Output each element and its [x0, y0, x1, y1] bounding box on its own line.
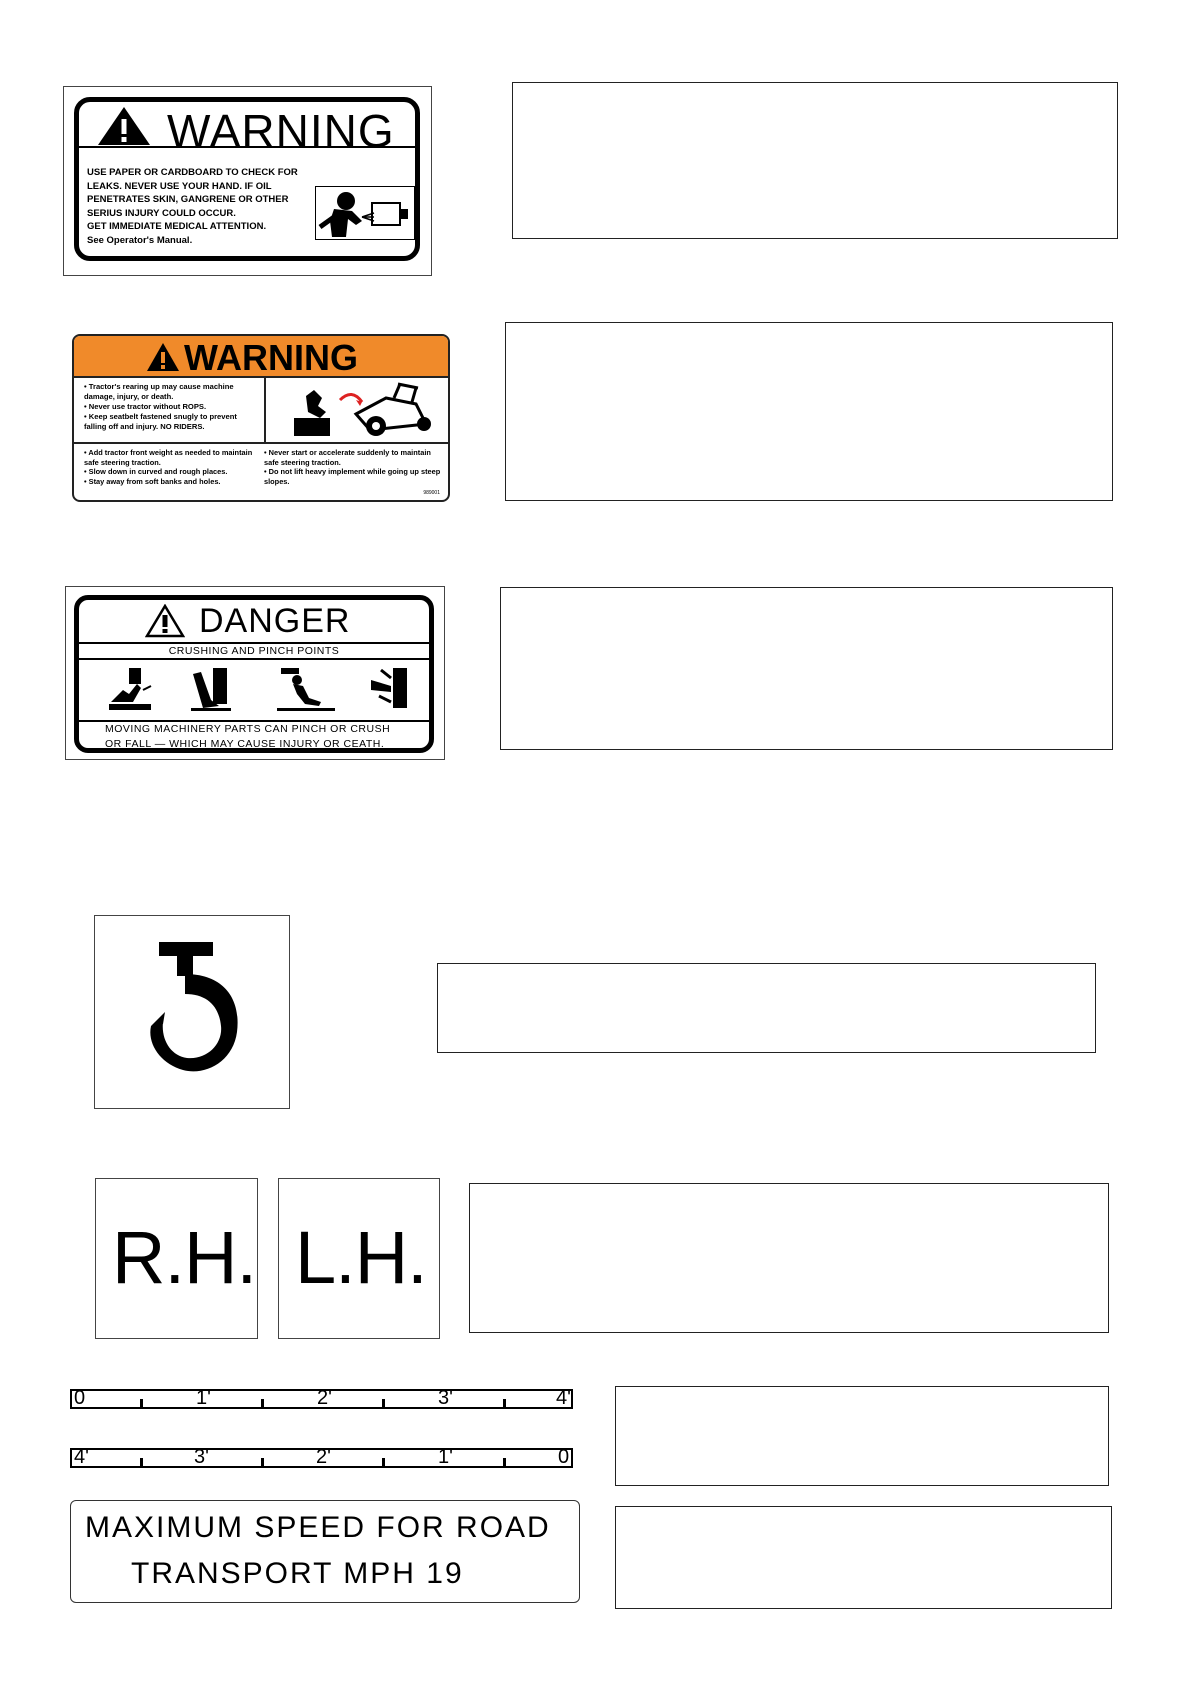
- decal-part-number: 989001: [423, 490, 440, 496]
- warning-bottom-right-bullets: [264, 448, 444, 486]
- lifting-hook-decal: [94, 915, 290, 1109]
- danger-triangle-icon: [145, 604, 185, 638]
- warning-decal-rollover: [66, 328, 458, 508]
- warning-line: PENETRATES SKIN, GANGRENE OR OTHER: [87, 194, 289, 205]
- ruler-label: 1': [438, 1446, 453, 1468]
- ruler-tick: [261, 1399, 264, 1409]
- ruler-label: 4': [74, 1446, 89, 1468]
- bullet-text: • Stay away from soft banks and holes.: [84, 476, 221, 486]
- fall-hazard-icon: [275, 666, 335, 712]
- ruler-label: 4': [556, 1387, 571, 1409]
- danger-pictograms: [79, 662, 429, 720]
- danger-footer-line: MOVING MACHINERY PARTS CAN PINCH OR CRUSH: [105, 723, 391, 735]
- right-hand-label: R.H.: [112, 1216, 256, 1299]
- hand-injection-pictogram: [315, 186, 415, 240]
- warning-line: LEAKS. NEVER USE YOUR HAND. IF OIL: [87, 180, 272, 192]
- bullet-text: • Never use tractor without ROPS.: [84, 402, 207, 411]
- ruler-label: 3': [194, 1446, 209, 1468]
- warning-header: [79, 102, 415, 157]
- warning-title: WARNING: [167, 105, 395, 157]
- description-box-2: [505, 322, 1113, 501]
- warning-triangle-icon: [97, 106, 151, 146]
- ruler-tick: [140, 1458, 143, 1468]
- ruler-label: 0: [558, 1446, 570, 1468]
- ruler-tick: [382, 1458, 385, 1468]
- bullet-text: • Tractor's rearing up may cause machine damage, injury, or death.: [84, 382, 234, 401]
- warning-decal-hydraulic: [63, 86, 432, 276]
- ruler-label: 2': [317, 1387, 332, 1409]
- ruler-label: 0: [74, 1387, 86, 1409]
- ruler-label: 1': [196, 1387, 211, 1409]
- ruler-reverse: [70, 1448, 573, 1468]
- danger-decal-crushing: [65, 586, 445, 760]
- warning-body-text: [87, 166, 313, 247]
- warning-decal-frame: [72, 334, 450, 502]
- max-speed-decal: [70, 1500, 580, 1603]
- ruler-tick: [261, 1458, 264, 1468]
- description-box-7: [615, 1506, 1112, 1609]
- danger-title: DANGER: [199, 602, 351, 640]
- warning-line: GET IMMEDIATE MEDICAL ATTENTION.: [87, 221, 267, 232]
- bullet-text: • Do not lift heavy implement while going up steep slopes.: [264, 467, 441, 486]
- warning-middle-section: [74, 378, 448, 444]
- warning-decal-frame: [74, 97, 420, 261]
- hand-injection-icon: [316, 187, 414, 239]
- danger-header: [79, 600, 429, 642]
- tractor-rollover-icon: [266, 378, 450, 440]
- warning-line: USE PAPER OR CARDBOARD TO CHECK FOR: [87, 167, 298, 178]
- warning-title: WARNING: [184, 337, 358, 378]
- ruler-label: 3': [438, 1387, 453, 1409]
- speed-line-1: MAXIMUM SPEED FOR ROAD: [85, 1511, 551, 1544]
- danger-footer-line: OR FALL — WHICH MAY CAUSE INJURY OR CEATH.: [105, 738, 385, 750]
- warning-triangle-icon: [146, 342, 180, 372]
- ruler-tick: [140, 1399, 143, 1409]
- warning-top-bullets: [84, 382, 260, 432]
- warning-bottom-left-bullets: [84, 448, 254, 486]
- description-box-3: [500, 587, 1113, 750]
- description-box-4: [437, 963, 1096, 1053]
- speed-line-2: TRANSPORT MPH 19: [131, 1557, 464, 1590]
- warning-line: SERIUS INJURY COULD OCCUR.: [87, 207, 236, 219]
- danger-subtitle: CRUSHING AND PINCH POINTS: [79, 642, 429, 660]
- tractor-rollover-pictogram: [264, 378, 450, 442]
- ruler-tick: [503, 1399, 506, 1409]
- danger-decal-frame: [74, 595, 434, 753]
- left-hand-label: L.H.: [295, 1216, 427, 1299]
- pinch-point-icon: [369, 666, 415, 712]
- description-box-1: [512, 82, 1118, 239]
- description-box-6: [615, 1386, 1109, 1486]
- danger-footer: [79, 720, 429, 756]
- hand-crush-icon: [107, 666, 153, 712]
- bullet-text: • Add tractor front weight as needed to maintain safe steering traction.: [84, 448, 253, 467]
- ruler-tick: [382, 1399, 385, 1409]
- bullet-text: • Never start or accelerate suddenly to maintain safe steering traction.: [264, 448, 431, 467]
- ruler-label: 2': [316, 1446, 331, 1468]
- bullet-text: • Keep seatbelt fastened snugly to prevent falling off and injury. NO RIDERS.: [84, 412, 237, 431]
- description-box-5: [469, 1183, 1109, 1333]
- ruler-forward: [70, 1389, 573, 1409]
- right-hand-decal: [95, 1178, 258, 1339]
- ruler-tick: [503, 1458, 506, 1468]
- lifting-hook-icon: [145, 940, 245, 1080]
- bullet-text: • Slow down in curved and rough places.: [84, 467, 228, 476]
- warning-header: [74, 336, 448, 378]
- left-hand-decal: [278, 1178, 440, 1339]
- foot-crush-icon: [189, 666, 235, 712]
- warning-line: See Operator's Manual.: [87, 234, 193, 246]
